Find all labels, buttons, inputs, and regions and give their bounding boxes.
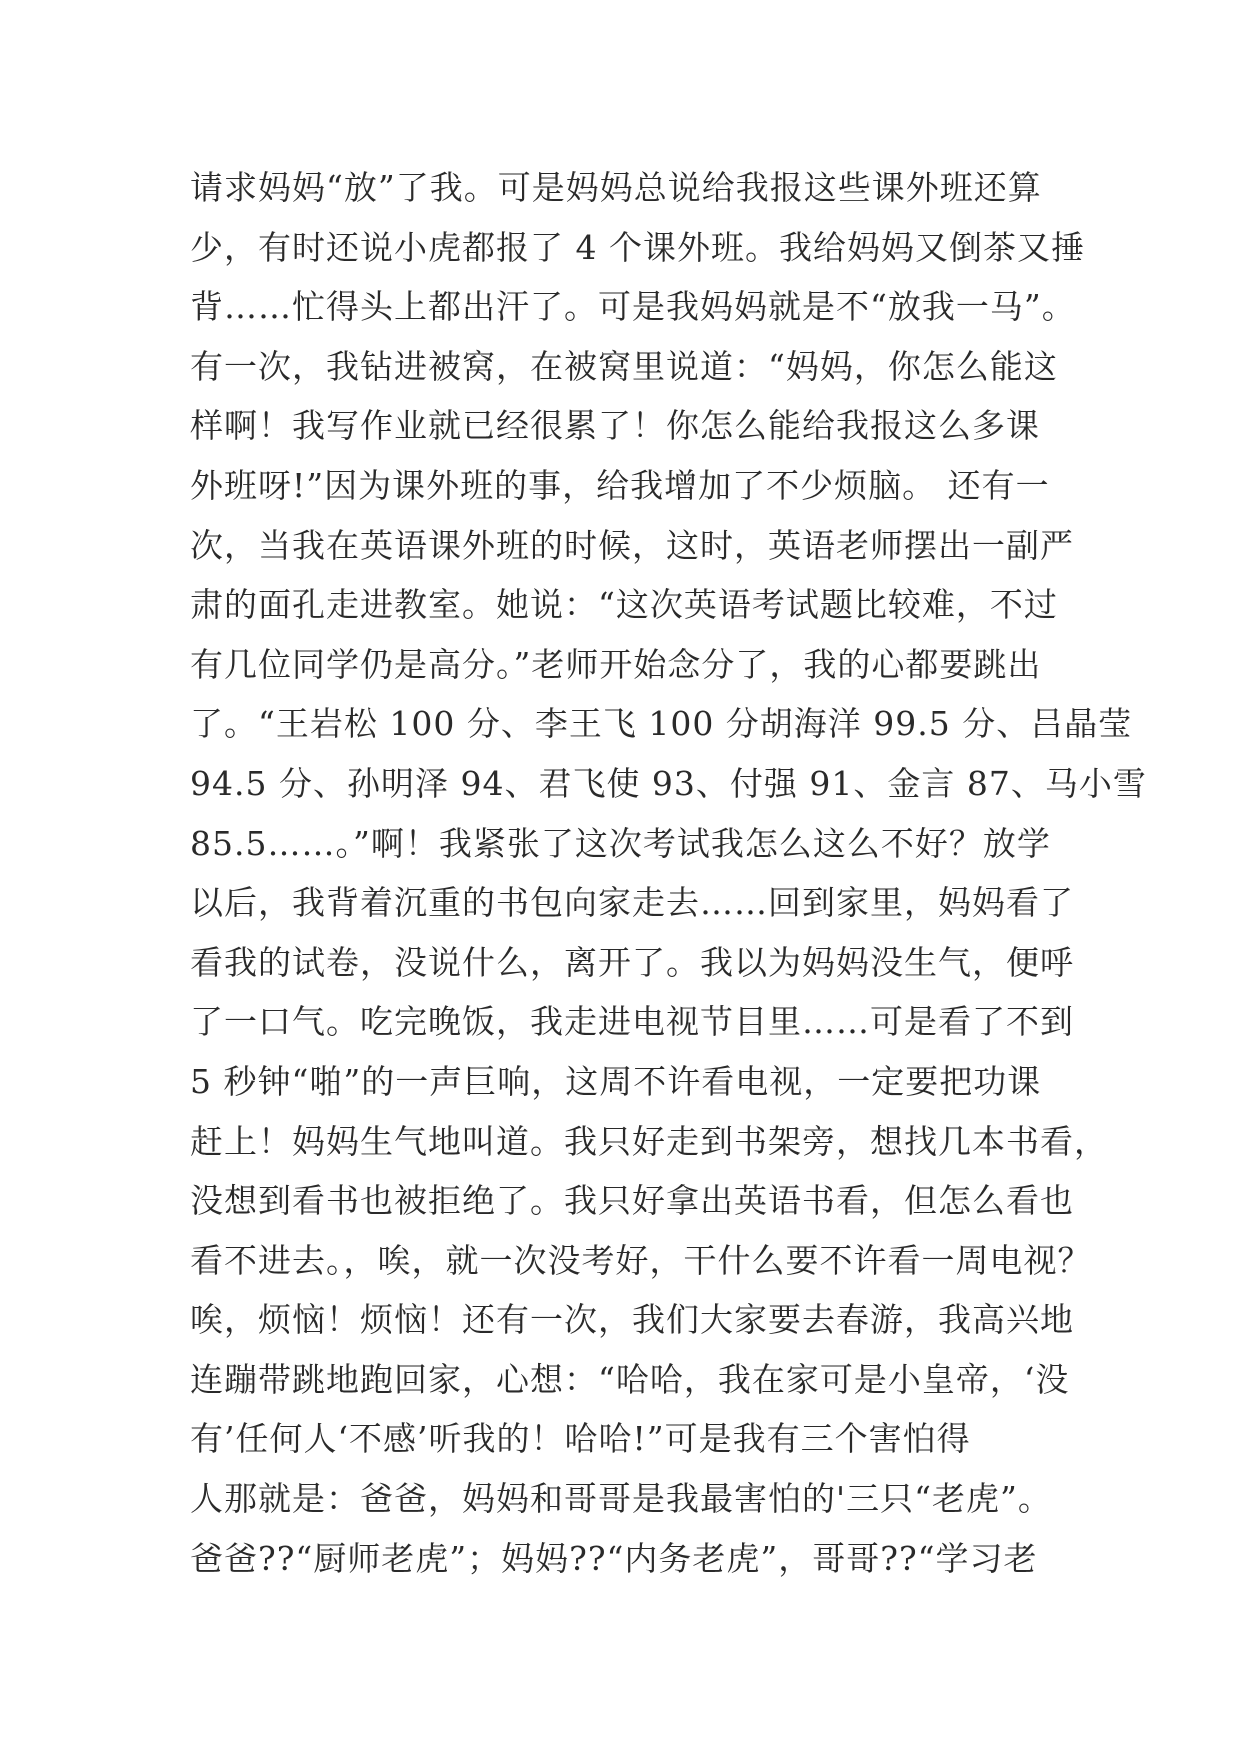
text-line: 连蹦带跳地跑回家，心想：“哈哈，我在家可是小皇帝，‘没 — [190, 1359, 1070, 1399]
text-line: 背……忙得头上都出汗了。可是我妈妈就是不“放我一马”。 — [190, 287, 1076, 327]
text-line: 外班呀!”因为课外班的事，给我增加了不少烦脑。 还有一 — [190, 465, 1050, 505]
text-line: 人那就是：爸爸，妈妈和哥哥是我最害怕的'三只“老虎”。 — [190, 1479, 1052, 1519]
text-line: 了。“王岩松 100 分、李王飞 100 分胡海洋 99.5 分、吕晶莹 — [190, 704, 1133, 744]
text-line: 请求妈妈“放”了我。可是妈妈总说给我报这些课外班还算 — [190, 168, 1042, 207]
text-line: 少，有时还说小虎都报了 4 个课外班。我给妈妈又倒茶又捶 — [190, 227, 1085, 267]
body-text — [190, 158, 1147, 1588]
text-line: 有’任何人‘不感’听我的！哈哈!”可是我有三个害怕得 — [190, 1419, 971, 1459]
text-line: 肃的面孔走进教室。她说：“这次英语考试题比较难，不过 — [190, 585, 1058, 625]
text-line: 唉，烦恼！烦恼！还有一次，我们大家要去春游，我高兴地 — [190, 1300, 1074, 1340]
text-line: 5 秒钟“啪”的一声巨响，这周不许看电视，一定要把功课 — [190, 1061, 1042, 1101]
text-line: 有几位同学仍是高分。”老师开始念分了，我的心都要跳出 — [190, 644, 1042, 684]
text-line: 看我的试卷，没说什么，离开了。我以为妈妈没生气，便呼 — [190, 942, 1074, 982]
text-line: 94.5 分、孙明泽 94、君飞使 93、付强 91、金言 87、马小雪 — [190, 763, 1147, 803]
text-line: 了一口气。吃完晚饭，我走进电视节目里……可是看了不到 — [190, 1002, 1074, 1042]
text-line: 爸爸??“厨师老虎”；妈妈??“内务老虎”，哥哥??“学习老 — [190, 1538, 1038, 1578]
text-line: 85.5……。”啊！我紧张了这次考试我怎么这么不好？放学 — [190, 823, 1051, 863]
text-line: 次，当我在英语课外班的时候，这时，英语老师摆出一副严 — [190, 525, 1074, 565]
text-line: 以后，我背着沉重的书包向家走去……回到家里，妈妈看了 — [190, 883, 1074, 923]
text-line: 赶上！妈妈生气地叫道。我只好走到书架旁，想找几本书看， — [190, 1121, 1108, 1161]
text-line: 有一次，我钻进被窝，在被窝里说道：“妈妈，你怎么能这 — [190, 346, 1058, 386]
text-line: 没想到看书也被拒绝了。我只好拿出英语书看，但怎么看也 — [190, 1181, 1074, 1221]
text-line: 看不进去。，唉，就一次没考好，干什么要不许看一周电视？ — [190, 1240, 1092, 1280]
text-line: 样啊！我写作业就已经很累了！你怎么能给我报这么多课 — [190, 406, 1040, 446]
